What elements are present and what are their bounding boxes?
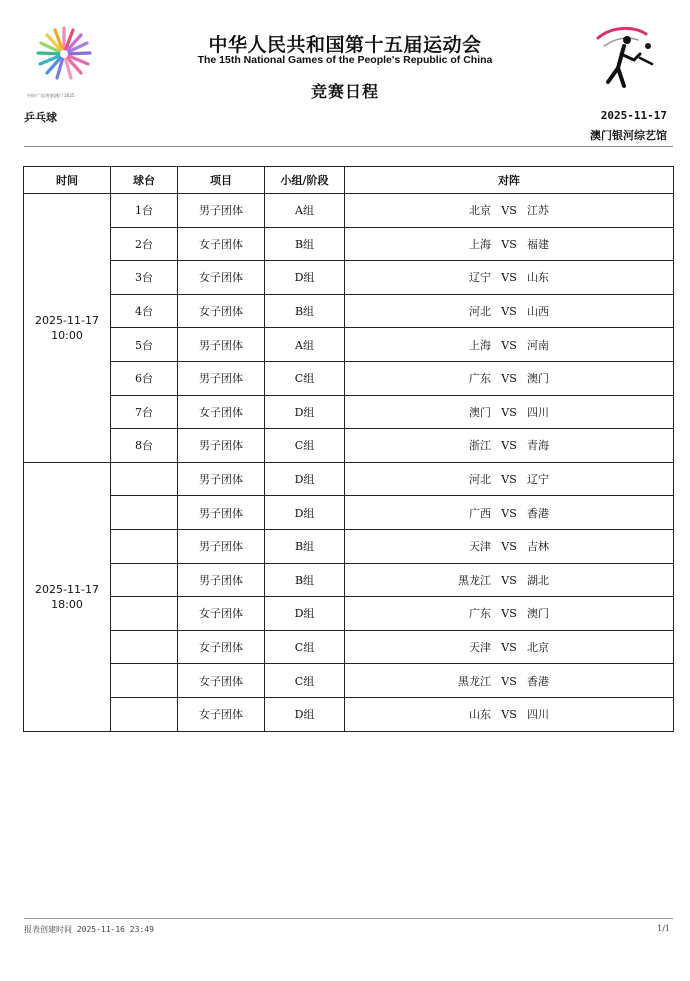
home-team: 广东 xyxy=(469,607,491,621)
home-team: 天津 xyxy=(469,641,491,655)
group-stage: D组 xyxy=(265,395,345,429)
event-name: 男子团体 xyxy=(178,563,265,597)
away-team: 江苏 xyxy=(527,204,549,218)
away-team: 四川 xyxy=(527,708,549,722)
table-row xyxy=(24,261,674,295)
session-time xyxy=(24,462,111,731)
event-name: 女子团体 xyxy=(178,227,265,261)
table-number xyxy=(111,664,178,698)
table-number xyxy=(111,462,178,496)
vs-label: VS xyxy=(501,607,517,621)
matchup xyxy=(345,597,674,631)
vs-label: VS xyxy=(501,305,517,319)
vs-label: VS xyxy=(501,372,517,386)
table-row xyxy=(24,563,674,597)
home-team: 天津 xyxy=(469,540,491,554)
group-stage: D组 xyxy=(265,261,345,295)
table-number: 1台 xyxy=(111,194,178,228)
table-number: 7台 xyxy=(111,395,178,429)
matchup xyxy=(345,395,674,429)
session-clock: 10:00 xyxy=(51,328,83,342)
table-row xyxy=(24,597,674,631)
vs-label: VS xyxy=(501,473,517,487)
vs-label: VS xyxy=(501,708,517,722)
event-name: 女子团体 xyxy=(178,697,265,731)
session-date: 2025-11-17 xyxy=(35,582,99,596)
away-team: 北京 xyxy=(527,641,549,655)
home-team: 山东 xyxy=(469,708,491,722)
table-number: 8台 xyxy=(111,429,178,463)
table-row xyxy=(24,361,674,395)
away-team: 四川 xyxy=(527,405,549,419)
home-team: 河北 xyxy=(469,305,491,319)
session-date: 2025-11-17 xyxy=(35,313,99,327)
matchup xyxy=(345,227,674,261)
group-stage: B组 xyxy=(265,227,345,261)
vs-label: VS xyxy=(501,506,517,520)
schedule-body xyxy=(24,194,674,732)
table-number: 5台 xyxy=(111,328,178,362)
matchup xyxy=(345,529,674,563)
table-header-row xyxy=(24,167,674,194)
home-team: 澳门 xyxy=(469,405,491,419)
away-team: 香港 xyxy=(527,506,549,520)
table-row xyxy=(24,395,674,429)
event-name: 女子团体 xyxy=(178,597,265,631)
column-header-table: 球台 xyxy=(111,167,178,194)
away-team: 青海 xyxy=(527,439,549,453)
home-team: 广西 xyxy=(469,506,491,520)
table-number: 2台 xyxy=(111,227,178,261)
table-row xyxy=(24,328,674,362)
away-team: 澳门 xyxy=(527,372,549,386)
page-number: 1/1 xyxy=(657,924,670,933)
home-team: 上海 xyxy=(469,237,491,251)
report-created-label: 报表创建时间 xyxy=(24,925,72,934)
group-stage: D组 xyxy=(265,697,345,731)
table-row xyxy=(24,227,674,261)
event-name: 男子团体 xyxy=(178,429,265,463)
home-team: 河北 xyxy=(469,473,491,487)
group-stage: C组 xyxy=(265,664,345,698)
matchup xyxy=(345,697,674,731)
vs-label: VS xyxy=(501,641,517,655)
away-team: 湖北 xyxy=(527,573,549,587)
table-row xyxy=(24,462,674,496)
vs-label: VS xyxy=(501,540,517,554)
table-row xyxy=(24,194,674,228)
event-name: 女子团体 xyxy=(178,294,265,328)
group-stage: C组 xyxy=(265,361,345,395)
vs-label: VS xyxy=(501,405,517,419)
logo-caption: 中国·广东|香港|澳门 2025 xyxy=(27,93,75,98)
matchup xyxy=(345,462,674,496)
home-team: 黑龙江 xyxy=(458,573,491,587)
group-stage: C组 xyxy=(265,429,345,463)
vs-label: VS xyxy=(501,573,517,587)
matchup xyxy=(345,563,674,597)
games-title-english: The 15th National Games of the People's Republic of China xyxy=(197,54,493,66)
vs-label: VS xyxy=(501,237,517,251)
home-team: 辽宁 xyxy=(469,271,491,285)
group-stage: D组 xyxy=(265,462,345,496)
away-team: 香港 xyxy=(527,674,549,688)
event-name: 男子团体 xyxy=(178,462,265,496)
column-header-event: 项目 xyxy=(178,167,265,194)
event-name: 男子团体 xyxy=(178,361,265,395)
table-number: 6台 xyxy=(111,361,178,395)
event-name: 男子团体 xyxy=(178,194,265,228)
home-team: 上海 xyxy=(469,338,491,352)
group-stage: A组 xyxy=(265,194,345,228)
table-row xyxy=(24,697,674,731)
matchup xyxy=(345,664,674,698)
group-stage: A组 xyxy=(265,328,345,362)
event-name: 男子团体 xyxy=(178,328,265,362)
away-team: 澳门 xyxy=(527,607,549,621)
report-created-time: 2025-11-16 23:49 xyxy=(76,925,154,934)
vs-label: VS xyxy=(501,338,517,352)
table-row xyxy=(24,630,674,664)
matchup xyxy=(345,328,674,362)
home-team: 浙江 xyxy=(469,439,491,453)
table-number xyxy=(111,697,178,731)
vs-label: VS xyxy=(501,204,517,218)
event-name: 男子团体 xyxy=(178,496,265,530)
matchup xyxy=(345,630,674,664)
vs-label: VS xyxy=(501,439,517,453)
session-clock: 18:00 xyxy=(51,597,83,611)
home-team: 黑龙江 xyxy=(458,674,491,688)
away-team: 福建 xyxy=(527,237,549,251)
vs-label: VS xyxy=(501,271,517,285)
table-number xyxy=(111,630,178,664)
away-team: 山西 xyxy=(527,305,549,319)
schedule-table xyxy=(23,166,674,732)
group-stage: D组 xyxy=(265,597,345,631)
home-team: 广东 xyxy=(469,372,491,386)
schedule-date: 2025-11-17 xyxy=(600,109,667,122)
report-created xyxy=(24,924,154,935)
event-name: 女子团体 xyxy=(178,630,265,664)
column-header-time: 时间 xyxy=(24,167,111,194)
group-stage: B组 xyxy=(265,563,345,597)
table-number xyxy=(111,529,178,563)
matchup xyxy=(345,194,674,228)
event-name: 女子团体 xyxy=(178,664,265,698)
event-name: 男子团体 xyxy=(178,529,265,563)
matchup xyxy=(345,294,674,328)
venue-name: 澳门银河综艺馆 xyxy=(590,129,667,142)
event-name: 女子团体 xyxy=(178,261,265,295)
away-team: 山东 xyxy=(527,271,549,285)
column-header-group: 小组/阶段 xyxy=(265,167,345,194)
table-row xyxy=(24,294,674,328)
sport-name: 乒乓球 xyxy=(24,111,57,124)
group-stage: B组 xyxy=(265,529,345,563)
table-row xyxy=(24,496,674,530)
table-row xyxy=(24,529,674,563)
page-title: 竞赛日程 xyxy=(310,82,379,101)
matchup xyxy=(345,429,674,463)
matchup xyxy=(345,261,674,295)
event-name: 女子团体 xyxy=(178,395,265,429)
table-row xyxy=(24,664,674,698)
footer-divider xyxy=(24,918,673,919)
away-team: 辽宁 xyxy=(527,473,549,487)
away-team: 吉林 xyxy=(527,540,549,554)
table-row xyxy=(24,429,674,463)
away-team: 河南 xyxy=(527,338,549,352)
column-header-matchup: 对阵 xyxy=(345,167,674,194)
group-stage: B组 xyxy=(265,294,345,328)
home-team: 北京 xyxy=(469,204,491,218)
matchup xyxy=(345,496,674,530)
table-number xyxy=(111,597,178,631)
vs-label: VS xyxy=(501,674,517,688)
table-number: 4台 xyxy=(111,294,178,328)
matchup xyxy=(345,361,674,395)
table-number xyxy=(111,496,178,530)
games-title: 中华人民共和国第十五届运动会 xyxy=(208,34,482,56)
header-divider xyxy=(24,146,673,147)
group-stage: C组 xyxy=(265,630,345,664)
group-stage: D组 xyxy=(265,496,345,530)
table-number xyxy=(111,563,178,597)
session-time xyxy=(24,194,111,463)
table-number: 3台 xyxy=(111,261,178,295)
